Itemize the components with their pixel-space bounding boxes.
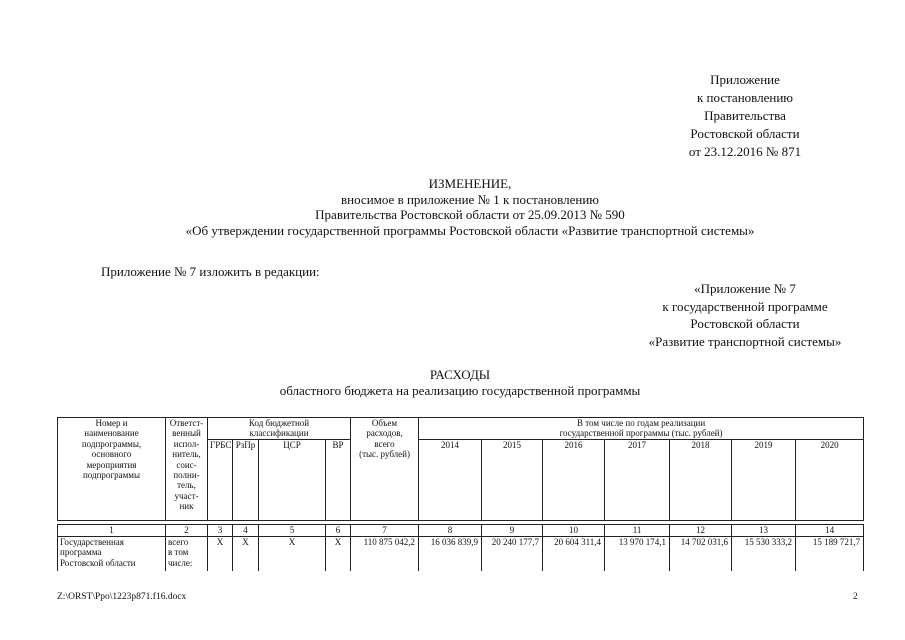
program-responsible: всего в том числе: (166, 536, 208, 571)
column-number: 5 (259, 524, 326, 536)
appendix-line: Приложение (710, 72, 780, 87)
annex-line: «Приложение № 7 (694, 281, 796, 296)
column-number: 1 (58, 524, 166, 536)
header-vr: ВР (326, 439, 351, 520)
annex-line: к государственной программе (662, 298, 828, 314)
column-number: 12 (670, 524, 732, 536)
header-year: 2017 (605, 439, 670, 520)
header-volume: Объем расходов, всего (тыс. рублей) (351, 418, 419, 521)
total-volume: 110 875 042,2 (351, 536, 419, 571)
header-years-group: В том числе по годам реализации государственной программы (тыс. рублей) (419, 418, 864, 440)
section-heading (200, 367, 720, 399)
year-value: 15 189 721,7 (796, 536, 864, 571)
code-csr: Х (259, 536, 326, 571)
section-subtitle: областного бюджета на реализацию государственной программы (279, 383, 641, 398)
appendix-line: от 23.12.2016 № 871 (688, 144, 802, 159)
program-name: Государственная программа Ростовской области (58, 536, 166, 571)
column-number: 11 (605, 524, 670, 536)
column-number: 14 (796, 524, 864, 536)
table-row (58, 536, 864, 571)
code-grbs: Х (208, 536, 233, 571)
appendix-line: Ростовской области (690, 126, 800, 141)
heading-line: вносимое в приложение № 1 к постановлению (341, 191, 599, 207)
column-number: 4 (233, 524, 259, 536)
header-year: 2020 (796, 439, 864, 520)
annex-line: Ростовской области (690, 316, 800, 331)
column-number: 7 (351, 524, 419, 536)
column-number: 3 (208, 524, 233, 536)
year-value: 16 036 839,9 (419, 536, 482, 571)
year-value: 20 604 311,4 (543, 536, 605, 571)
document-heading (80, 176, 860, 238)
heading-title: ИЗМЕНЕНИЕ, (428, 176, 512, 191)
code-vr: Х (326, 536, 351, 571)
annex-line: «Развитие транспортной системы» (648, 333, 842, 349)
header-year: 2015 (482, 439, 543, 520)
year-value: 14 702 031,6 (670, 536, 732, 571)
column-number-row (58, 524, 864, 536)
header-name: Номер и наименование подпрограммы, основного мероприятия подпрограммы (58, 418, 166, 521)
column-number: 10 (543, 524, 605, 536)
column-number: 13 (732, 524, 796, 536)
appendix-reference (640, 71, 850, 161)
header-responsible: Ответст- венный испол- нитель, соис- полни- тель, участ- ник (166, 418, 208, 521)
heading-line: Правительства Ростовской области от 25.09.2013 № 590 (315, 207, 625, 223)
header-year: 2014 (419, 439, 482, 520)
appendix-line: Правительства (704, 108, 786, 123)
year-value: 15 530 333,2 (732, 536, 796, 571)
header-year: 2016 (543, 439, 605, 520)
year-value: 20 240 177,7 (482, 536, 543, 571)
header-rzpr: РзПр (233, 439, 259, 520)
code-rzpr: Х (233, 536, 259, 571)
column-number: 8 (419, 524, 482, 536)
column-number: 9 (482, 524, 543, 536)
column-number: 6 (326, 524, 351, 536)
header-csr: ЦСР (259, 439, 326, 520)
header-budget-code: Код бюджетной классификации (208, 418, 351, 440)
appendix-line: к постановлению (696, 90, 794, 105)
annex-reference (620, 280, 870, 350)
header-grbs: ГРБС (208, 439, 233, 520)
expenses-table (57, 417, 864, 571)
table-header-row (58, 418, 864, 440)
header-year: 2019 (732, 439, 796, 520)
section-title: РАСХОДЫ (429, 367, 491, 382)
year-value: 13 970 174,1 (605, 536, 670, 571)
heading-line: «Об утверждении государственной программы Ростовской области «Развитие транспортной системы» (185, 222, 755, 238)
intro-text: Приложение № 7 изложить в редакции: (101, 264, 320, 279)
page-number: 2 (853, 592, 858, 602)
header-year: 2018 (670, 439, 732, 520)
column-number: 2 (166, 524, 208, 536)
file-path: Z:\ORST\Ppo\1223p871.f16.docx (57, 592, 187, 602)
